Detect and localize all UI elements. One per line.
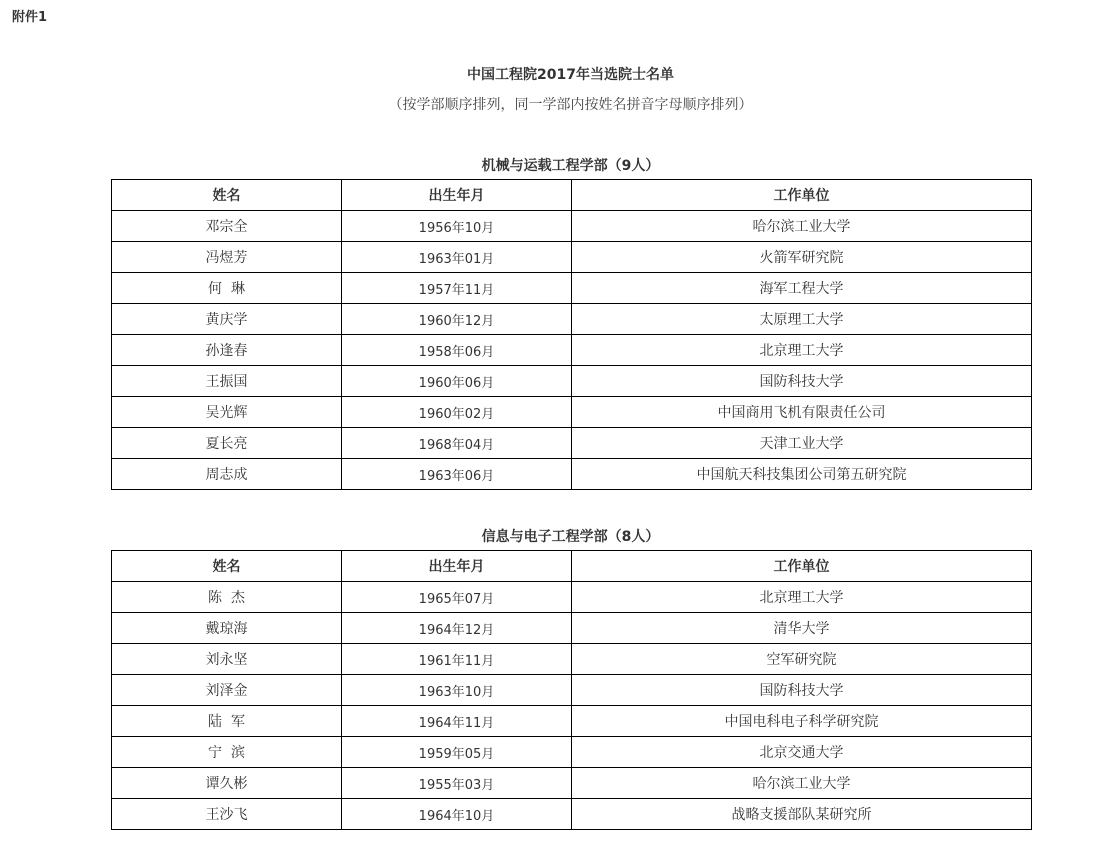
column-header-birth: 出生年月: [342, 180, 572, 211]
cell-name: 陆 军: [112, 706, 342, 737]
cell-birth-date: 1963年06月: [342, 459, 572, 490]
table-row: [112, 737, 1032, 768]
cell-work-unit: 哈尔滨工业大学: [572, 768, 1032, 799]
table-row: [112, 613, 1032, 644]
cell-work-unit: 国防科技大学: [572, 675, 1032, 706]
table-row: [112, 397, 1032, 428]
cell-work-unit: 天津工业大学: [572, 428, 1032, 459]
cell-birth-date: 1960年02月: [342, 397, 572, 428]
table-row: [112, 675, 1032, 706]
table-row: [112, 304, 1032, 335]
cell-birth-date: 1956年10月: [342, 211, 572, 242]
cell-birth-date: 1959年05月: [342, 737, 572, 768]
table-row: [112, 459, 1032, 490]
cell-name: 何 琳: [112, 273, 342, 304]
cell-name: 黄庆学: [112, 304, 342, 335]
document-title: 中国工程院2017年当选院士名单: [467, 67, 674, 83]
cell-name: 邓宗全: [112, 211, 342, 242]
cell-name: 孙逢春: [112, 335, 342, 366]
table-header-row: [112, 551, 1032, 582]
cell-name: 冯煜芳: [112, 242, 342, 273]
cell-birth-date: 1955年03月: [342, 768, 572, 799]
table-row: [112, 335, 1032, 366]
section-heading-information: 信息与电子工程学部（8人）: [481, 529, 660, 545]
table-row: [112, 242, 1032, 273]
cell-name: 刘永坚: [112, 644, 342, 675]
cell-birth-date: 1960年12月: [342, 304, 572, 335]
table-body: [112, 582, 1032, 830]
section-heading-mechanical: 机械与运载工程学部（9人）: [481, 158, 660, 174]
cell-birth-date: 1960年06月: [342, 366, 572, 397]
column-header-unit: 工作单位: [572, 180, 1032, 211]
cell-birth-date: 1963年01月: [342, 242, 572, 273]
cell-birth-date: 1963年10月: [342, 675, 572, 706]
cell-name: 宁 滨: [112, 737, 342, 768]
cell-work-unit: 中国航天科技集团公司第五研究院: [572, 459, 1032, 490]
table-header-row: [112, 180, 1032, 211]
table-row: [112, 706, 1032, 737]
cell-name: 周志成: [112, 459, 342, 490]
cell-work-unit: 中国商用飞机有限责任公司: [572, 397, 1032, 428]
column-header-birth: 出生年月: [342, 551, 572, 582]
cell-work-unit: 北京理工大学: [572, 582, 1032, 613]
document-subtitle: （按学部顺序排列，同一学部内按姓名拼音字母顺序排列）: [388, 97, 753, 113]
cell-name: 吴光辉: [112, 397, 342, 428]
cell-name: 刘泽金: [112, 675, 342, 706]
cell-work-unit: 空军研究院: [572, 644, 1032, 675]
cell-work-unit: 清华大学: [572, 613, 1032, 644]
cell-work-unit: 中国电科电子科学研究院: [572, 706, 1032, 737]
table-row: [112, 582, 1032, 613]
column-header-name: 姓名: [112, 180, 342, 211]
cell-work-unit: 海军工程大学: [572, 273, 1032, 304]
cell-name: 王振国: [112, 366, 342, 397]
table-row: [112, 273, 1032, 304]
cell-name: 王沙飞: [112, 799, 342, 830]
cell-birth-date: 1958年06月: [342, 335, 572, 366]
table-row: [112, 428, 1032, 459]
cell-work-unit: 火箭军研究院: [572, 242, 1032, 273]
cell-birth-date: 1957年11月: [342, 273, 572, 304]
cell-work-unit: 太原理工大学: [572, 304, 1032, 335]
table-row: [112, 366, 1032, 397]
cell-birth-date: 1964年11月: [342, 706, 572, 737]
column-header-unit: 工作单位: [572, 551, 1032, 582]
cell-name: 谭久彬: [112, 768, 342, 799]
cell-birth-date: 1968年04月: [342, 428, 572, 459]
table-body: [112, 211, 1032, 490]
table-row: [112, 799, 1032, 830]
cell-birth-date: 1964年12月: [342, 613, 572, 644]
column-header-name: 姓名: [112, 551, 342, 582]
cell-birth-date: 1964年10月: [342, 799, 572, 830]
cell-work-unit: 战略支援部队某研究所: [572, 799, 1032, 830]
cell-birth-date: 1965年07月: [342, 582, 572, 613]
cell-work-unit: 北京交通大学: [572, 737, 1032, 768]
cell-name: 夏长亮: [112, 428, 342, 459]
cell-birth-date: 1961年11月: [342, 644, 572, 675]
table-row: [112, 768, 1032, 799]
roster-table-information: [111, 550, 1032, 830]
cell-work-unit: 北京理工大学: [572, 335, 1032, 366]
table-row: [112, 211, 1032, 242]
cell-name: 戴琼海: [112, 613, 342, 644]
cell-work-unit: 哈尔滨工业大学: [572, 211, 1032, 242]
cell-work-unit: 国防科技大学: [572, 366, 1032, 397]
roster-table-mechanical: [111, 179, 1032, 490]
table-row: [112, 644, 1032, 675]
attachment-label: 附件1: [12, 10, 48, 25]
cell-name: 陈 杰: [112, 582, 342, 613]
